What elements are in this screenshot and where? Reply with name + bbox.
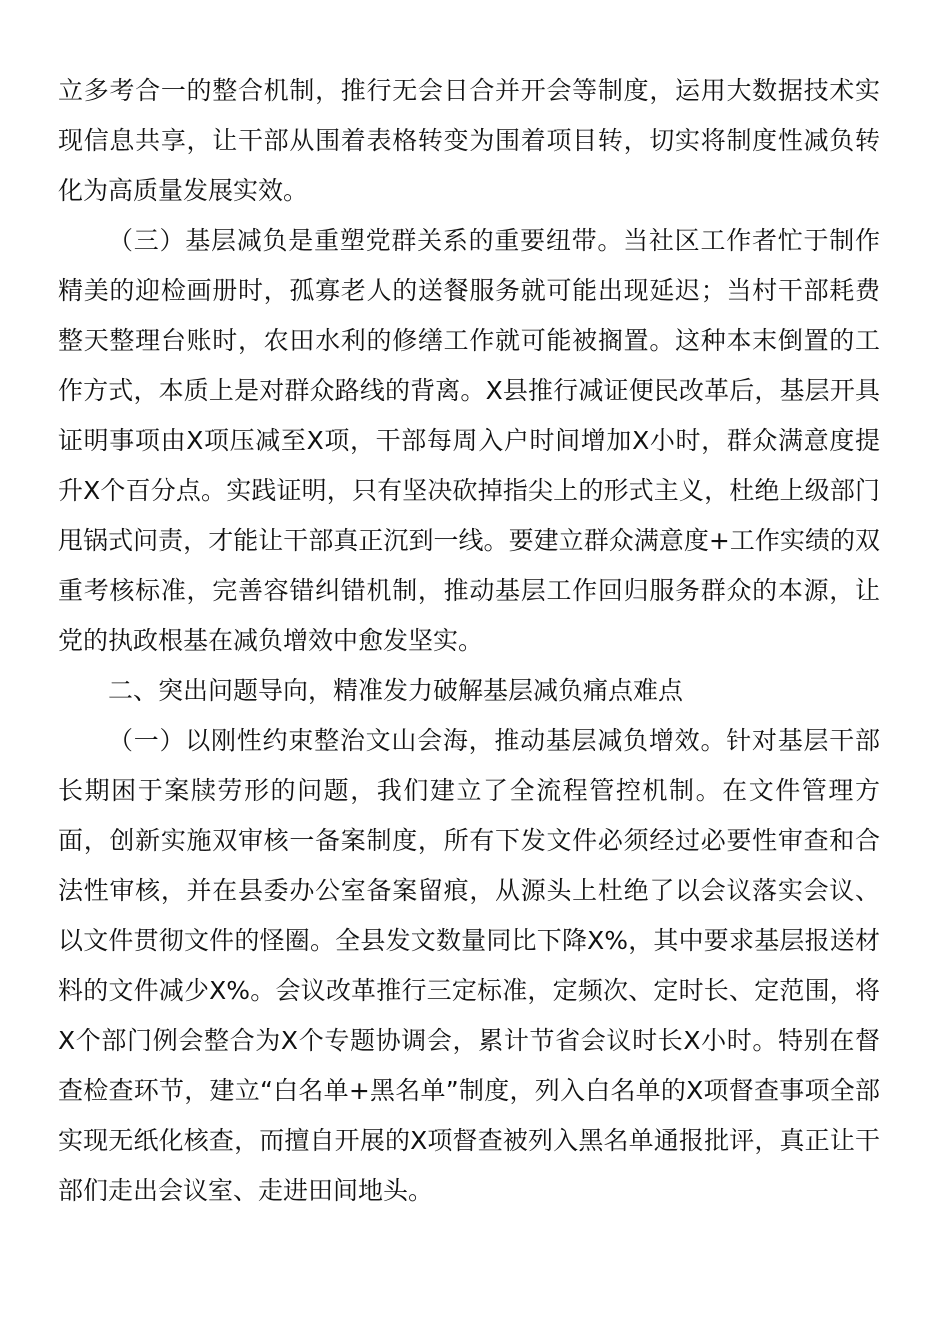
paragraph-continuation: 立多考合一的整合机制，推行无会日合并开会等制度，运用大数据技术实现信息共享，让干部从围着表格转变为围着项目转，切实将制度性减负转化为高质量发展实效。 — [58, 76, 880, 205]
section-heading-two: 二、突出问题导向，精准发力破解基层减负痛点难点 — [108, 676, 684, 705]
paragraph-subsection-one: （一）以刚性约束整治文山会海，推动基层减负增效。针对基层干部长期困于案牍劳形的问题，我们建立了全流程管控机制。在文件管理方面，创新实施双审核一备案制度，所有下发文件必须经过必要性审查和合法性审核，并在县委办公室备案留痕，从源头上杜绝了以会议落实会议、以文件贯彻文件的怪圈。全县发文数量同比下降X%，其中要求基层报送材料的文件减少X%。会议改革推行三定标准，定频次、定时长、定范围，将X个部门例会整合为X个专题协调会，累计节省会议时长X小时。特别在督查检查环节，建立“白名单+黑名单”制度，列入白名单的X项督查事项全部实现无纸化核查，而擅自开展的X项督查被列入黑名单通报批评，真正让干部们走出会议室、走进田间地头。 — [58, 726, 880, 1205]
document-page — [58, 66, 880, 1216]
paragraph-section-three: （三）基层减负是重塑党群关系的重要纽带。当社区工作者忙于制作精美的迎检画册时，孤寡老人的送餐服务就可能出现延迟；当村干部耗费整天整理台账时，农田水利的修缮工作就可能被搁置。这种本末倒置的工作方式，本质上是对群众路线的背离。X县推行减证便民改革后，基层开具证明事项由X项压减至X项，干部每周入户时间增加X小时，群众满意度提升X个百分点。实践证明，只有坚决砍掉指尖上的形式主义，杜绝上级部门甩锅式问责，才能让干部真正沉到一线。要建立群众满意度+工作实绩的双重考核标准，完善容错纠错机制，推动基层工作回归服务群众的本源，让党的执政根基在减负增效中愈发坚实。 — [58, 226, 880, 655]
